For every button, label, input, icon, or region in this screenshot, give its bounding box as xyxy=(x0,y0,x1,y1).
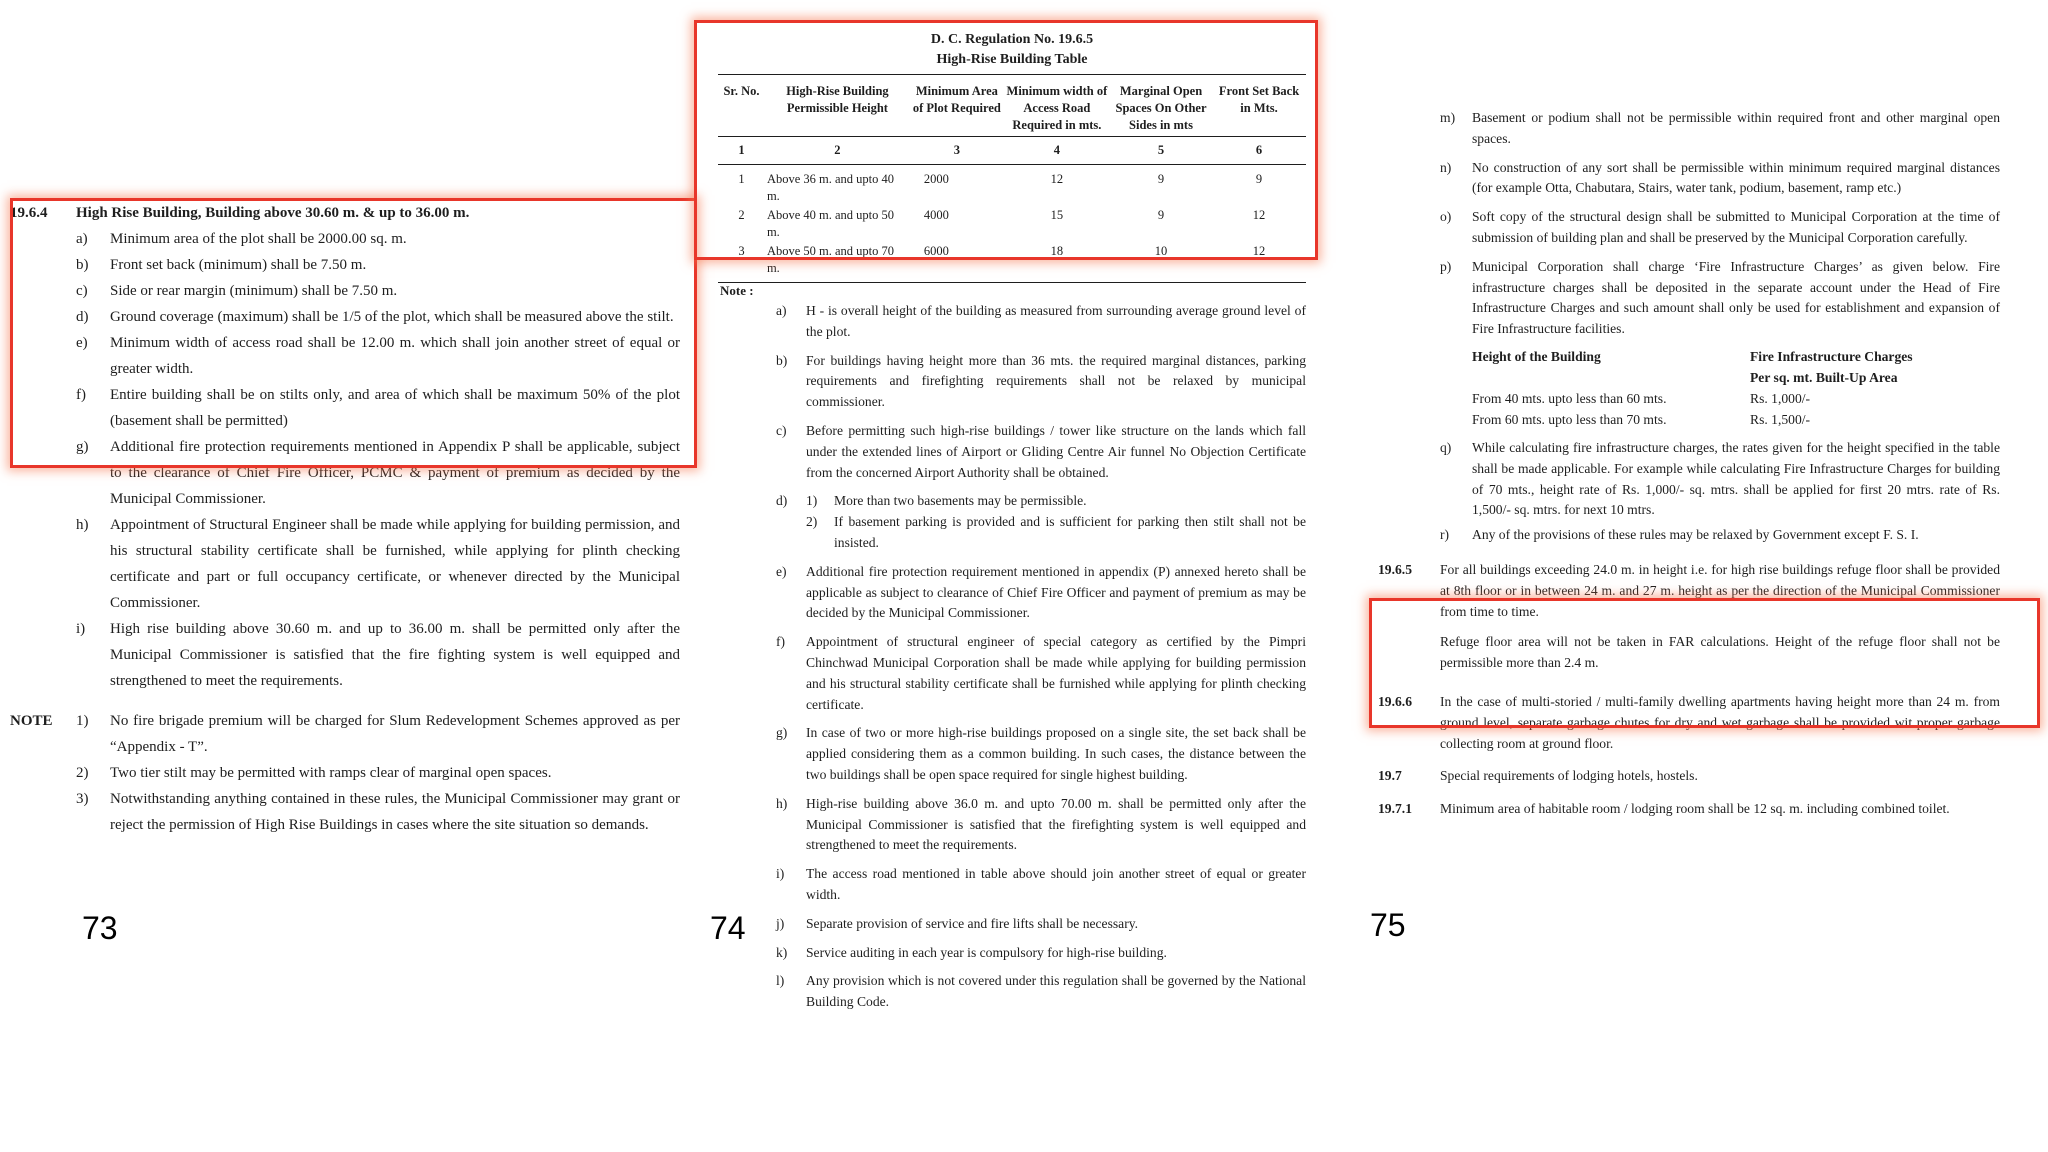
table-title: D. C. Regulation No. 19.6.5 xyxy=(930,32,1094,47)
table-cell: 12 xyxy=(1252,244,1266,258)
item-text: Minimum width of access road shall be 12.00 m. which shall join another street of equal or greater width. xyxy=(110,335,680,377)
table-row xyxy=(718,242,1306,278)
list-item xyxy=(776,794,1306,856)
item-text: Side or rear margin (minimum) shall be 7.50 m. xyxy=(110,283,398,299)
list-item xyxy=(776,301,1306,343)
item-label: e) xyxy=(776,563,787,579)
item-text: Before permitting such high-rise buildings / tower like structure on the lands which fall under the extended lines of Airport or Gliding Centre Air funnel No Objection Certificate from the concerned Airport Authority shall be obtained. xyxy=(806,422,1306,480)
table-cell: 3 xyxy=(738,244,745,258)
item-text: Front set back (minimum) shall be 7.50 m. xyxy=(110,257,367,273)
section-number: 19.7 xyxy=(1378,768,1402,784)
item-text: More than two basements may be permissible. xyxy=(834,493,1087,509)
list-item xyxy=(1440,108,2000,150)
item-text: H - is overall height of the building as measured from surrounding average ground level of the plot. xyxy=(806,303,1306,339)
fic-cell: From 40 mts. upto less than 60 mts. xyxy=(1472,390,1667,406)
table-cell: 2000 xyxy=(923,172,949,186)
item-label: h) xyxy=(76,517,89,533)
list-item xyxy=(1440,257,2000,340)
item-label xyxy=(776,512,806,554)
section-19-7-1 xyxy=(1378,799,2000,820)
table-row xyxy=(718,165,1306,207)
table-cell: 12 xyxy=(1252,208,1266,222)
list-item xyxy=(76,278,680,304)
list-item xyxy=(76,304,680,330)
section-number: 19.6.6 xyxy=(1378,693,1412,709)
section-title: High Rise Building, Building above 30.60 m. & up to 36.00 m. xyxy=(76,205,470,221)
fic-cell: From 60 mts. upto less than 70 mts. xyxy=(1472,411,1667,427)
page-number-73: 73 xyxy=(82,910,118,946)
list-item xyxy=(76,252,680,278)
list-item xyxy=(76,616,680,694)
item-label: d) xyxy=(776,493,788,509)
item-text: Basement or podium shall not be permissible within required front and other marginal open spaces. xyxy=(1472,110,2000,146)
item-text: Municipal Corporation shall charge ‘Fire Infrastructure Charges’ as given below. Fire infrastructure charges shall be deposited in the separate account under the Head of Fire Infrastructure Charges and such amount shall only be used for establishment and expansion of Fire Infrastructure facilities. xyxy=(1472,258,2000,337)
table-cell: 6000 xyxy=(923,244,949,258)
item-sublabel: 2) xyxy=(806,514,818,530)
fic-row xyxy=(1472,409,2000,430)
item-label: f) xyxy=(776,634,786,650)
item-label: 2) xyxy=(76,765,89,781)
item-label: r) xyxy=(1440,527,1450,543)
item-label: c) xyxy=(76,283,88,299)
page-number-75: 75 xyxy=(1370,907,1406,943)
section-paragraph: Refuge floor area will not be taken in FAR calculations. Height of the refuge floor shall not be permissible more than 2.4 m. xyxy=(1440,634,2000,671)
section-paragraph: For all buildings exceeding 24.0 m. in height i.e. for high rise buildings refuge floor shall be provided at 8th floor or in between 24 m. and 27 m. height as per the direction of the Municipal Commissioner from time to time. xyxy=(1440,561,2000,619)
item-label: b) xyxy=(76,257,89,273)
list-item xyxy=(776,914,1306,935)
list-item xyxy=(776,971,1306,1013)
table-colnum-row xyxy=(718,137,1306,165)
list-item xyxy=(76,786,680,838)
table-subtitle: High-Rise Building Table xyxy=(718,50,1306,75)
section-text: Special requirements of lodging hotels, hostels. xyxy=(1440,768,1698,784)
note-list xyxy=(776,301,1306,1013)
item-text: Two tier stilt may be permitted with ramps clear of marginal open spaces. xyxy=(110,765,552,781)
note-label: NOTE xyxy=(10,713,53,729)
section-number: 19.7.1 xyxy=(1378,801,1412,817)
item-text: Any of the provisions of these rules may be relaxed by Government except F. S. I. xyxy=(1472,527,1919,543)
list-item xyxy=(776,562,1306,624)
item-label: g) xyxy=(776,725,788,741)
list-item xyxy=(76,512,680,616)
high-rise-table xyxy=(718,81,1306,278)
section-number: 19.6.5 xyxy=(1378,561,1412,577)
item-label: n) xyxy=(1440,159,1452,175)
table-cell: 1 xyxy=(738,172,745,186)
item-list xyxy=(1440,438,2000,546)
page-75 xyxy=(1378,108,2000,820)
item-label: 3) xyxy=(76,791,89,807)
item-text: Appointment of structural engineer of special category as certified by the Pimpri Chinchwad Municipal Corporation shall be made while applying for building permission and his structural stability certificate shall be furnished while applying for plinth checking certificate. xyxy=(806,634,1306,712)
table-cell: Above 50 m. and upto 70 m. xyxy=(766,244,895,275)
section-number: 19.6.4 xyxy=(10,205,48,221)
item-label: a) xyxy=(76,231,88,247)
item-label: b) xyxy=(776,352,788,368)
list-item xyxy=(76,226,680,252)
fic-cell: Rs. 1,000/- xyxy=(1750,390,1811,406)
item-label: c) xyxy=(776,422,787,438)
list-item xyxy=(1440,207,2000,249)
section-19-6-5 xyxy=(1378,560,2000,674)
list-item xyxy=(776,421,1306,483)
column-number: 5 xyxy=(1110,137,1212,165)
list-item xyxy=(76,434,680,512)
fic-cell: Rs. 1,500/- xyxy=(1750,411,1811,427)
item-label: a) xyxy=(776,303,787,318)
item-text: Entire building shall be on stilts only, and area of which shall be maximum 50% of the plot (basement shall be permitted) xyxy=(110,387,680,429)
item-text: No fire brigade premium will be charged for Slum Redevelopment Schemes approved as per “Appendix - T”. xyxy=(110,713,680,755)
note-label: Note : xyxy=(720,283,754,298)
section-19-6-4-heading xyxy=(10,200,680,226)
list-item xyxy=(76,760,680,786)
item-label: g) xyxy=(76,439,89,455)
item-label: i) xyxy=(76,621,86,637)
list-item xyxy=(776,512,1306,554)
item-label: f) xyxy=(76,387,86,403)
item-text: Any provision which is not covered under this regulation shall be governed by the National Building Code. xyxy=(806,973,1306,1010)
table-cell: 2 xyxy=(738,208,745,222)
item-label: p) xyxy=(1440,258,1452,274)
item-label: j) xyxy=(776,915,785,931)
item-text: Notwithstanding anything contained in these rules, the Municipal Commissioner may grant or reject the permission of High Rise Buildings in cases where the site situation so demands. xyxy=(110,791,680,833)
fic-rows xyxy=(1472,388,2000,430)
list-item xyxy=(76,708,680,760)
list-item xyxy=(776,491,1306,512)
item-label: q) xyxy=(1440,439,1452,455)
page-73 xyxy=(10,200,680,838)
item-label: l) xyxy=(776,973,785,989)
table-body xyxy=(718,165,1306,279)
item-label: k) xyxy=(776,944,788,960)
column-number: 3 xyxy=(910,137,1004,165)
section-text: In the case of multi-storied / multi-family dwelling apartments having height more than 24 m. from ground level, separate garbage chutes for dry and wet garbage shall be provided wit proper garbage collecting room at ground floor. xyxy=(1440,693,2000,751)
item-text: Additional fire protection requirement mentioned in appendix (P) annexed hereto shall be applicable as subject to clearance of Chief Fire Officer and payment of premium as may be decided by the Municipal Commissioner. xyxy=(806,563,1306,621)
item-text: For buildings having height more than 36 mts. the required marginal distances, parking requirements and firefighting requirements shall not be relaxed by municipal commissioner. xyxy=(806,352,1306,410)
item-label: d) xyxy=(76,309,89,325)
item-text: No construction of any sort shall be permissible within minimum required marginal distances (for example Otta, Chabutara, Stairs, water tank, podium, basement, ramp etc.) xyxy=(1472,159,2000,196)
item-text: High rise building above 30.60 m. and up to 36.00 m. shall be permitted only after the Municipal Commissioner is satisfied that the fire fighting system is well equipped and strengthened to meet the requirements. xyxy=(110,621,680,689)
column-number: 1 xyxy=(718,137,765,165)
item-text: If basement parking is provided and is sufficient for parking then stilt shall not be insisted. xyxy=(834,514,1306,550)
item-label: m) xyxy=(1440,110,1456,125)
table-cell: 18 xyxy=(1050,244,1064,258)
item-label: o) xyxy=(1440,209,1452,225)
page-number-74: 74 xyxy=(710,910,746,946)
fic-row xyxy=(1472,388,2000,409)
item-text: Appointment of Structural Engineer shall be made while applying for building permission, and his structural stability certificate shall be furnished, while applying for plinth checking certificate and part or full occupancy certificate, or whenever directed by the Municipal Commissioner. xyxy=(110,517,680,611)
column-header: Front Set Back in Mts. xyxy=(1218,84,1300,115)
fic-col2-subheader: Per sq. mt. Built-Up Area xyxy=(1750,369,1898,385)
column-number: 6 xyxy=(1212,137,1306,165)
fic-col1-header: Height of the Building xyxy=(1472,348,1601,364)
column-header: Minimum width of Access Road Required in mts. xyxy=(1006,84,1108,132)
table-cell: 4000 xyxy=(923,208,949,222)
section-19-7 xyxy=(1378,766,2000,787)
fic-col2-header: Fire Infrastructure Charges xyxy=(1750,348,1913,364)
column-header: Minimum Area of Plot Required xyxy=(912,84,1001,115)
table-row xyxy=(718,206,1306,242)
column-header: High-Rise Building Permissible Height xyxy=(786,84,889,115)
list-item xyxy=(776,351,1306,413)
item-label: e) xyxy=(76,335,88,351)
list-item xyxy=(1440,525,2000,546)
table-cell: 9 xyxy=(1255,172,1263,186)
page-74 xyxy=(718,30,1306,1013)
item-text: High-rise building above 36.0 m. and upto 70.00 m. shall be permitted only after the Municipal Commissioner is satisfied that the firefighting system is well equipped and strengthened to meet the requirements. xyxy=(806,795,1306,853)
table-cell: 9 xyxy=(1157,172,1165,186)
table-cell: 9 xyxy=(1157,208,1165,222)
item-text: In case of two or more high-rise buildings proposed on a single site, the set back shall be applied considering them as a common building. In such cases, the distance between the two buildings shall be open space required for single highest building. xyxy=(806,725,1306,782)
table-cell: 15 xyxy=(1050,208,1064,222)
list-item xyxy=(76,330,680,382)
item-text: Minimum area of the plot shall be 2000.00 sq. m. xyxy=(110,231,407,247)
section-19-6-6 xyxy=(1378,692,2000,754)
list-item xyxy=(776,864,1306,906)
table-cell: Above 40 m. and upto 50 m. xyxy=(766,208,895,239)
item-list xyxy=(1440,108,2000,340)
item-text: Ground coverage (maximum) shall be 1/5 of the plot, which shall be measured above the stilt. xyxy=(110,309,674,325)
column-number: 2 xyxy=(765,137,910,165)
item-list xyxy=(10,226,680,694)
item-text: The access road mentioned in table above should join another street of equal or greater width. xyxy=(806,866,1306,902)
column-header: Sr. No. xyxy=(723,84,760,98)
note-list xyxy=(10,708,680,838)
column-number: 4 xyxy=(1004,137,1110,165)
fire-infra-table xyxy=(1472,346,2000,430)
table-cell: Above 36 m. and upto 40 m. xyxy=(766,172,895,203)
column-header: Marginal Open Spaces On Other Sides in mts xyxy=(1115,84,1207,132)
list-item xyxy=(1440,438,2000,521)
list-item xyxy=(1440,158,2000,200)
list-item xyxy=(776,632,1306,715)
item-text: Service auditing in each year is compulsory for high-rise building. xyxy=(806,944,1167,960)
table-cell: 10 xyxy=(1154,244,1168,258)
item-text: Additional fire protection requirements mentioned in Appendix P shall be applicable, subject to the clearance of Chief Fire Officer, PCMC & payment of premium as decided by the Municipal Commissioner. xyxy=(110,439,680,507)
item-label: i) xyxy=(776,866,785,882)
table-cell: 12 xyxy=(1050,172,1064,186)
item-sublabel: 1) xyxy=(806,493,818,509)
section-text: Minimum area of habitable room / lodging room shall be 12 sq. m. including combined toilet. xyxy=(1440,801,1950,817)
table-header-row xyxy=(718,81,1306,137)
list-item xyxy=(776,723,1306,785)
item-text: Soft copy of the structural design shall be submitted to Municipal Corporation at the time of submission of building plan and shall be preserved by the Municipal Corporation carefully. xyxy=(1472,209,2000,245)
list-item xyxy=(776,943,1306,964)
item-label: h) xyxy=(776,795,788,811)
item-label: 1) xyxy=(76,713,89,729)
item-text: While calculating fire infrastructure charges, the rates given for the height specified in the table shall be made applicable. For example while calculating Fire Infrastructure Charges for building of 70 mts., height rate of Rs. 1,000/- sq. mtrs. shall be applied for first 20 mtrs. rate of Rs. 1,500/- sq. mtrs. for next 10 mtrs. xyxy=(1472,439,2000,518)
list-item xyxy=(76,382,680,434)
item-text: Separate provision of service and fire lifts shall be necessary. xyxy=(806,915,1139,931)
